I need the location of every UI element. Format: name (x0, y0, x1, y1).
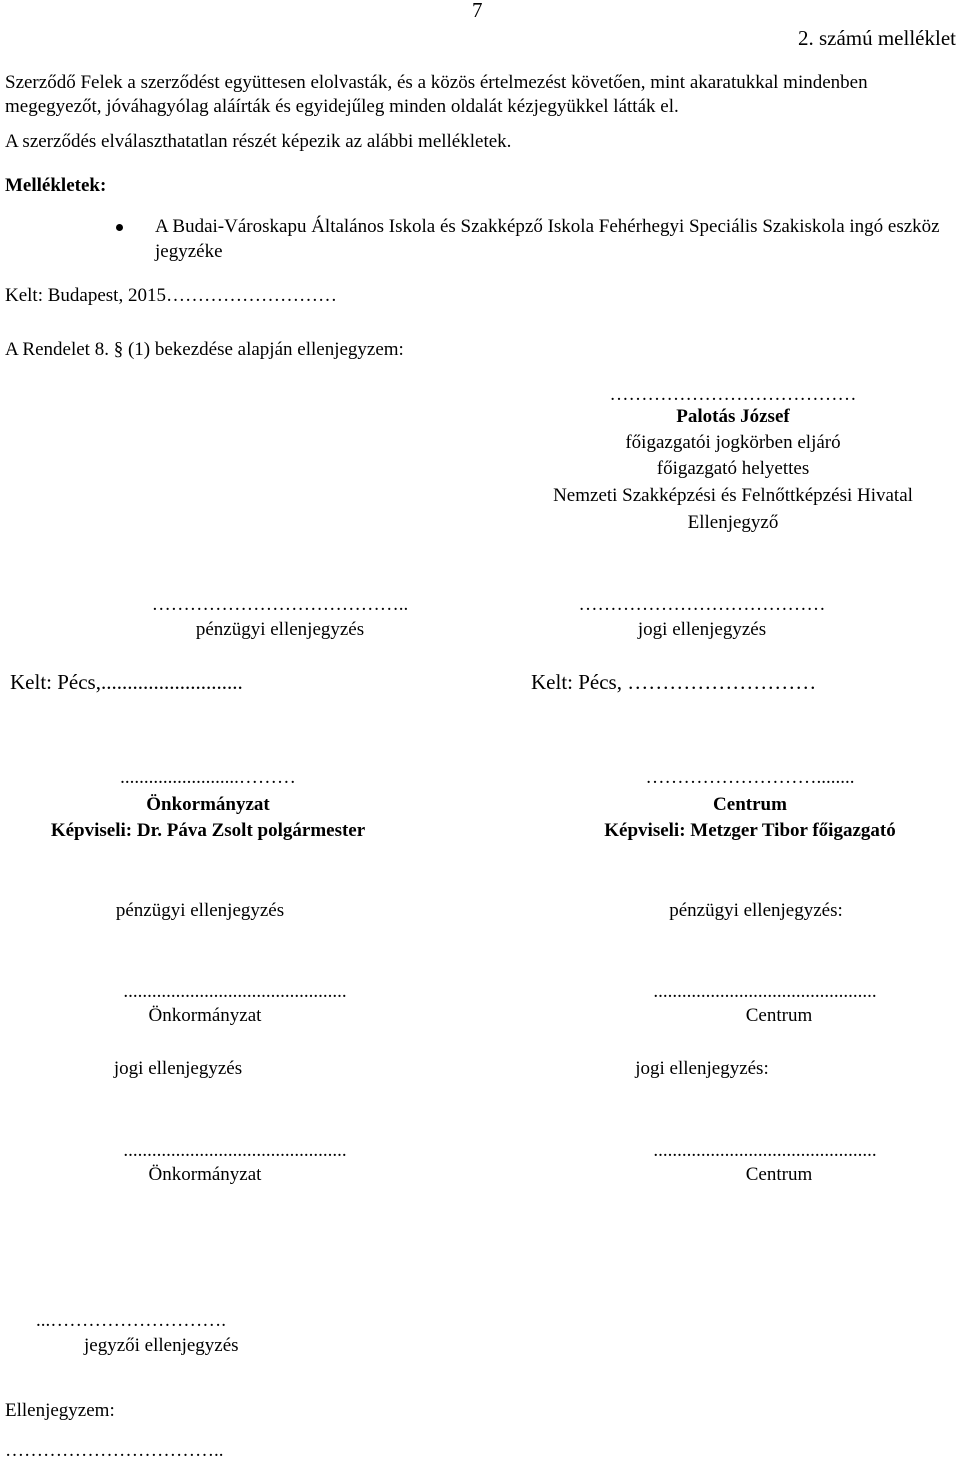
municipality-financial-dots: ............................................... (123, 981, 347, 1002)
page-number: 7 (472, 0, 483, 22)
municipality-signature-dots: .........................……… (120, 767, 296, 788)
municipality-legal-dots: ............................................... (123, 1140, 347, 1161)
centre-legal-label: jogi ellenjegyzés: (635, 1058, 769, 1079)
bullet-icon (116, 224, 123, 231)
centre-financial-dots: ............................................... (653, 981, 877, 1002)
countersigner-office: Nemzeti Szakképzési és Felnőttképzési Hivatal (553, 485, 913, 506)
date-line: Kelt: Budapest, 2015……………………… (5, 285, 337, 306)
notary-signature-dots: ...………………………. (36, 1310, 226, 1331)
annex-sentence: A szerződés elválaszthatatlan részét képezik az alábbi mellékletek. (5, 131, 512, 152)
notary-label: jegyzői ellenjegyzés (84, 1335, 239, 1356)
financial-date: Kelt: Pécs,........................... (10, 670, 243, 694)
decree-line: A Rendelet 8. § (1) bekezdése alapján ellenjegyzem: (5, 339, 404, 360)
centre-financial-name: Centrum (745, 1005, 813, 1026)
municipality-financial-name: Önkormányzat (148, 1005, 262, 1026)
countersigner-line2: főigazgató helyettes (656, 458, 810, 479)
centre-legal-name: Centrum (745, 1164, 813, 1185)
annex-heading: Mellékletek: (5, 175, 107, 196)
municipality-legal-label: jogi ellenjegyzés (113, 1058, 243, 1079)
municipality-name: Önkormányzat (146, 794, 270, 815)
municipality-legal-name: Önkormányzat (148, 1164, 262, 1185)
legal-signature-dots: ………………………………… (578, 594, 826, 615)
municipality-financial-label: pénzügyi ellenjegyzés (115, 900, 285, 921)
municipality-representative: Képviseli: Dr. Páva Zsolt polgármester (50, 820, 366, 841)
financial-signature-dots: ………………………………….. (151, 594, 409, 615)
countersigner-signature-dots: ………………………………… (609, 384, 857, 405)
centre-signature-dots: ………………………........ (645, 767, 855, 788)
countersigner-name: Palotás József (676, 406, 790, 427)
centre-legal-dots: ............................................... (653, 1140, 877, 1161)
centre-name: Centrum (713, 794, 787, 815)
final-signature-dots: …………………………….. (5, 1440, 224, 1461)
countersigner-line1: főigazgatói jogkörben eljáró (625, 432, 841, 453)
centre-representative: Képviseli: Metzger Tibor főigazgató (604, 820, 896, 841)
legal-label: jogi ellenjegyzés (637, 619, 767, 640)
final-countersign-label: Ellenjegyzem: (5, 1400, 115, 1421)
centre-financial-label: pénzügyi ellenjegyzés: (669, 900, 843, 921)
financial-label: pénzügyi ellenjegyzés (195, 619, 365, 640)
legal-date: Kelt: Pécs, ……………………… (531, 670, 817, 694)
intro-paragraph: Szerződő Felek a szerződést együttesen elolvasták, és a közös értelmezést követően, mint akaratukkal mindenben megegyezőt, jóváhagyólag aláírták és egyidejűleg minden oldalát kézjegyükkel látták el. (5, 72, 868, 117)
annex-list-item: A Budai-Városkapu Általános Iskola és Szakképző Iskola Fehérhegyi Speciális Szakiskola ingó eszköz jegyzéke (155, 216, 940, 263)
countersigner-role: Ellenjegyző (687, 512, 779, 533)
annex-label: 2. számú melléklet (797, 26, 956, 50)
